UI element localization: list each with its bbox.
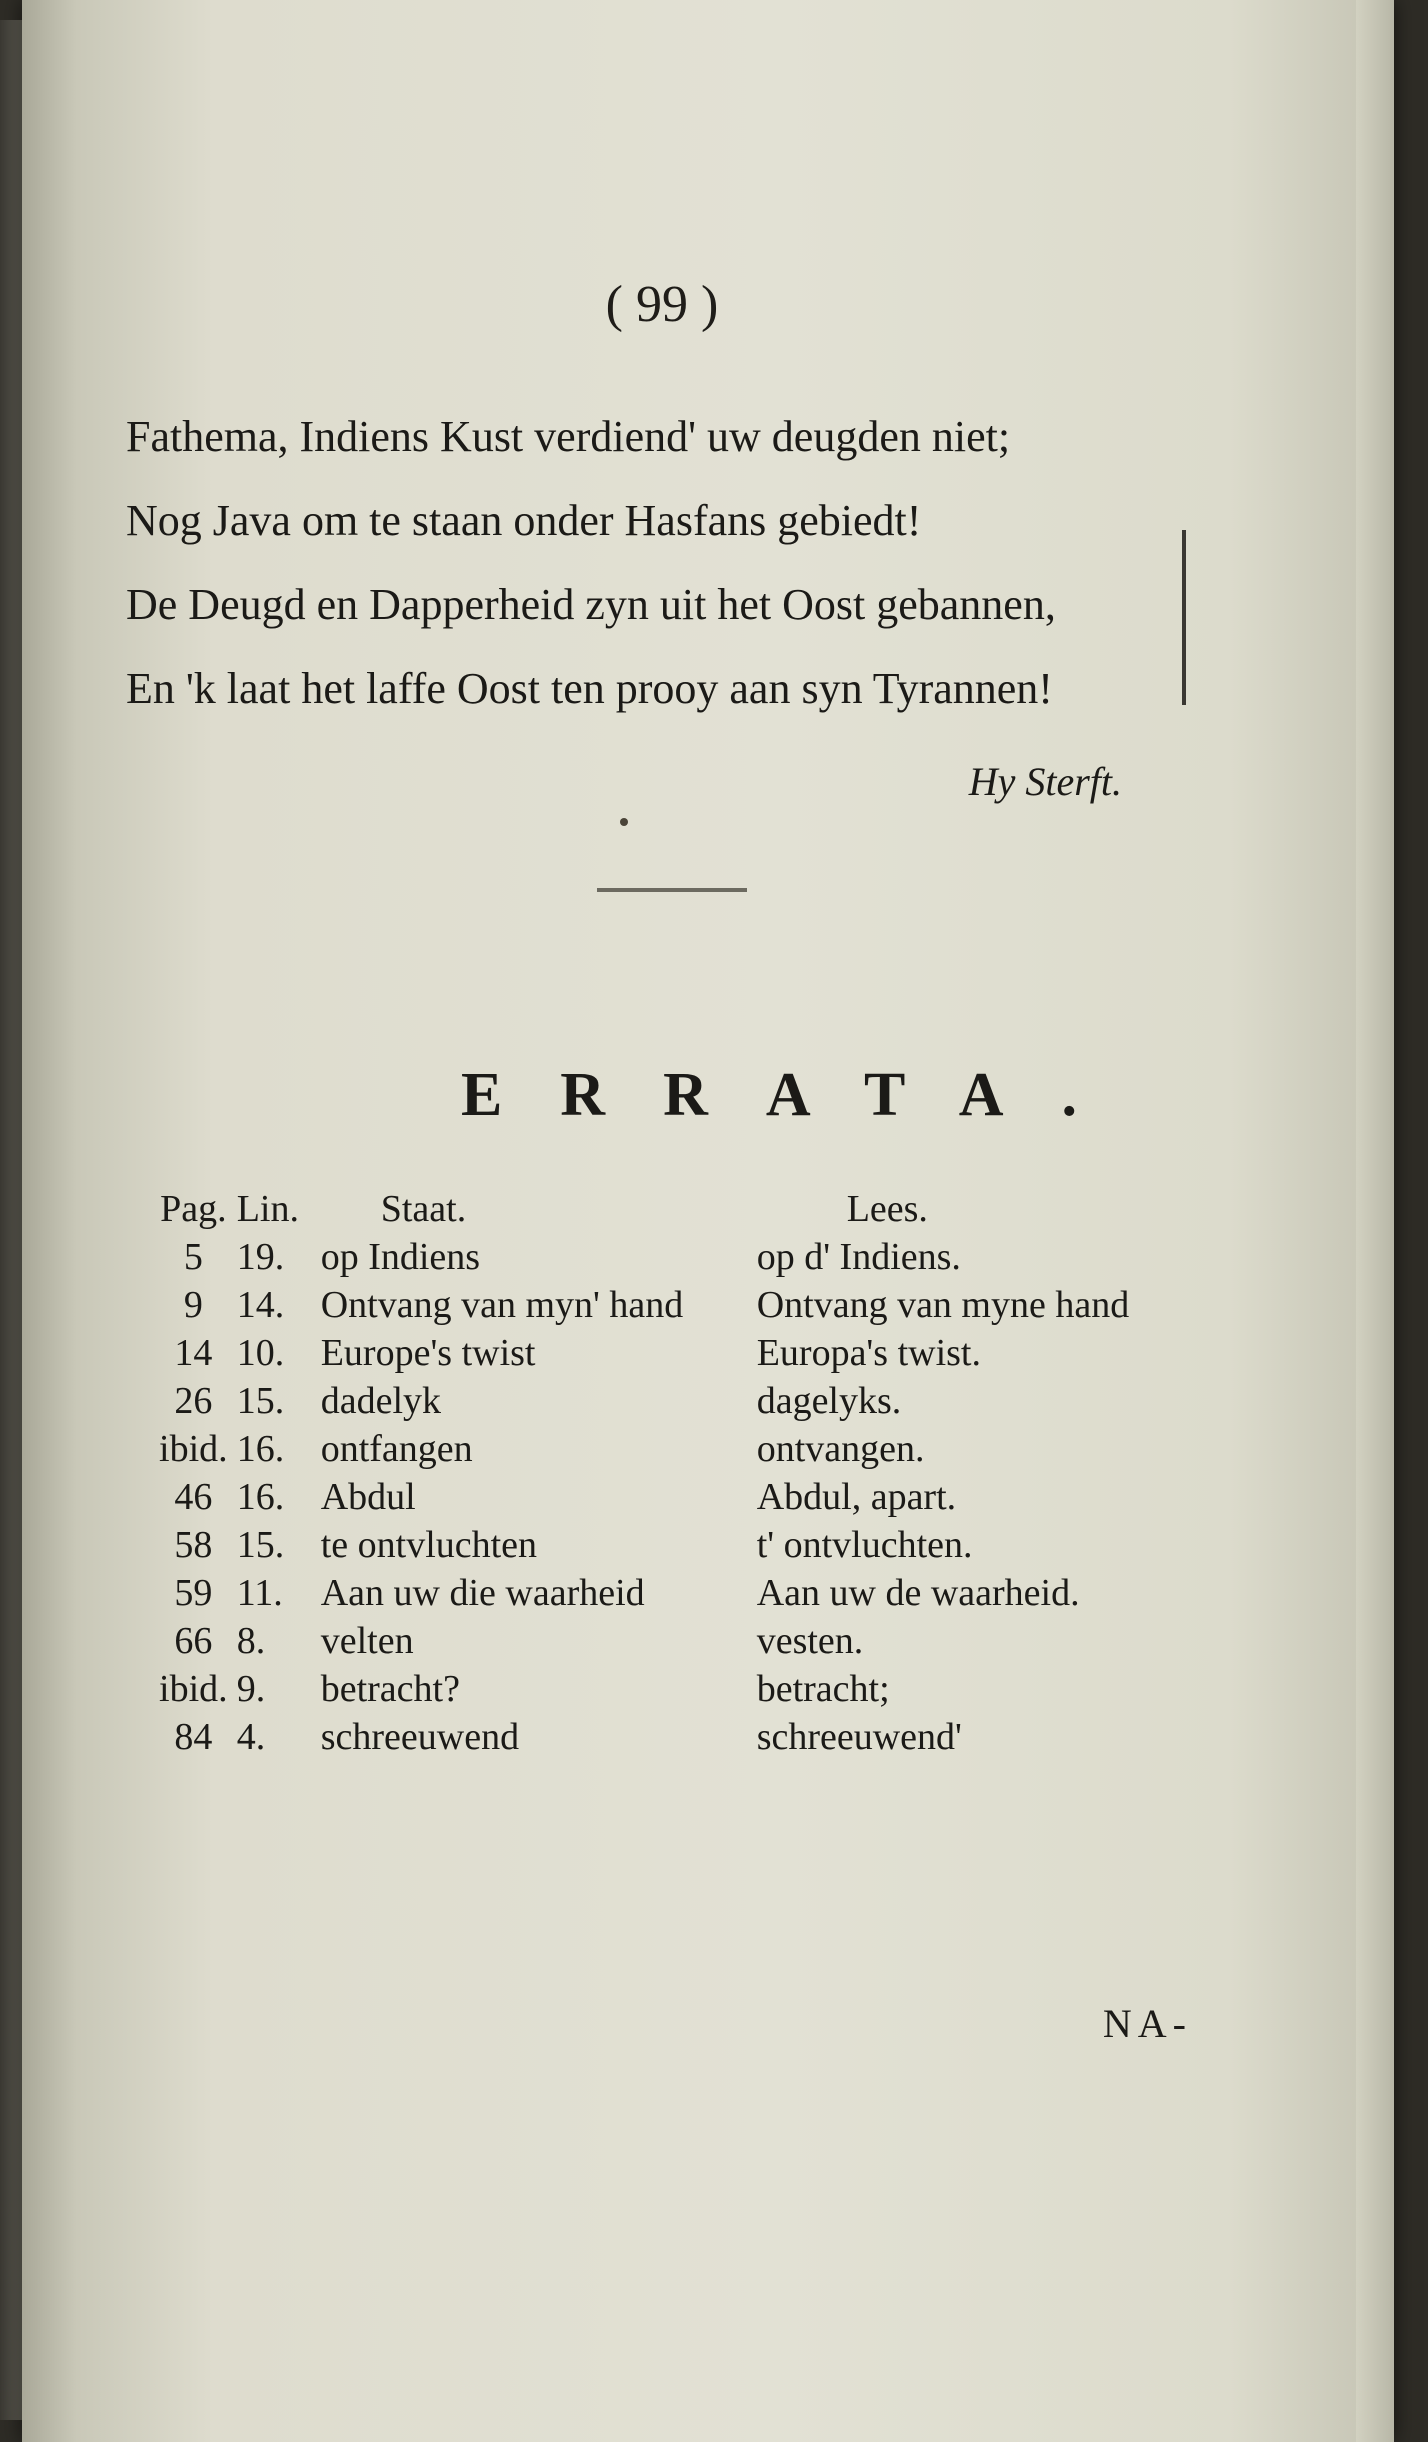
cell-lin: 10.: [236, 1332, 285, 1374]
catchword: NA-: [1102, 2001, 1192, 2046]
cell-lin: 4.: [236, 1716, 266, 1758]
cell-lin: 16.: [236, 1428, 285, 1470]
cell-staat: Abdul: [320, 1476, 416, 1518]
table-row: [150, 1473, 1220, 1521]
cell-lees: dagelyks.: [756, 1380, 902, 1422]
verse-line: Fathema, Indiens Kust verdiend' uw deugden niet;: [126, 412, 1011, 461]
cell-staat: schreeuwend: [320, 1716, 520, 1758]
cell-lees: Aan uw de waarheid.: [756, 1572, 1080, 1614]
ink-dot: [620, 818, 628, 826]
table-row: [150, 1281, 1220, 1329]
cell-lin: 11.: [236, 1572, 283, 1614]
cell-lees: op d' Indiens.: [756, 1236, 961, 1278]
cell-staat: Europe's twist: [320, 1332, 536, 1374]
cell-lees: Ontvang van myne hand: [756, 1284, 1130, 1326]
stage-direction: Hy Sterft.: [968, 759, 1122, 804]
header-lin: Lin.: [236, 1188, 299, 1230]
errata-table: [150, 1185, 1220, 1761]
cell-lin: 16.: [236, 1476, 285, 1518]
cell-staat: dadelyk: [320, 1380, 442, 1422]
errata-title: ERRATA.: [460, 1061, 1136, 1129]
cell-staat: betracht?: [320, 1668, 460, 1710]
errata-body: [150, 1233, 1220, 1761]
cell-pag: 14: [174, 1332, 213, 1374]
cell-pag: 66: [174, 1620, 213, 1662]
cell-lees: schreeuwend': [756, 1716, 962, 1758]
cell-lees: betracht;: [756, 1668, 890, 1710]
verse-line: En 'k laat het laffe Oost ten prooy aan syn Tyrannen!: [126, 664, 1053, 713]
table-row: [150, 1377, 1220, 1425]
table-row: [150, 1521, 1220, 1569]
cell-lin: 14.: [236, 1284, 285, 1326]
header-staat: Staat.: [380, 1188, 467, 1230]
cell-staat: op Indiens: [320, 1236, 481, 1278]
cell-lin: 8.: [236, 1620, 266, 1662]
cell-staat: velten: [320, 1620, 414, 1662]
cell-pag: 26: [174, 1380, 213, 1422]
section-divider: [597, 888, 747, 892]
cell-pag: 59: [174, 1572, 213, 1614]
verse-line: De Deugd en Dapperheid zyn uit het Oost gebannen,: [126, 580, 1056, 629]
cell-lin: 15.: [236, 1524, 285, 1566]
cell-staat: te ontvluchten: [320, 1524, 538, 1566]
cell-staat: Ontvang van myn' hand: [320, 1284, 684, 1326]
verse-line: Nog Java om te staan onder Hasfans gebiedt!: [126, 496, 922, 545]
header-pag: Pag.: [160, 1188, 227, 1230]
cell-pag: 84: [174, 1716, 213, 1758]
table-row: [150, 1569, 1220, 1617]
cell-staat: Aan uw die waarheid: [320, 1572, 645, 1614]
table-row: [150, 1329, 1220, 1377]
page-edge: [1356, 0, 1394, 2442]
page-number: ( 99 ): [605, 276, 719, 333]
book-page: [22, 0, 1394, 2442]
cell-lin: 19.: [236, 1236, 285, 1278]
cell-lees: Europa's twist.: [756, 1332, 981, 1374]
cell-lin: 15.: [236, 1380, 285, 1422]
cell-lin: 9.: [236, 1668, 266, 1710]
cell-pag: ibid.: [159, 1428, 228, 1470]
cell-staat: ontfangen: [320, 1428, 473, 1470]
table-row: [150, 1713, 1220, 1761]
cell-lees: Abdul, apart.: [756, 1476, 957, 1518]
table-row: [150, 1233, 1220, 1281]
cell-pag: ibid.: [159, 1668, 228, 1710]
header-lees: Lees.: [846, 1188, 928, 1230]
cell-pag: 5: [183, 1236, 203, 1278]
table-row: [150, 1665, 1220, 1713]
margin-bracket: [1182, 530, 1186, 705]
cell-lees: t' ontvluchten.: [756, 1524, 973, 1566]
cell-lees: ontvangen.: [756, 1428, 925, 1470]
table-row: [150, 1617, 1220, 1665]
verse-block: [126, 395, 1186, 731]
cell-pag: 46: [174, 1476, 213, 1518]
errata-header-row: [150, 1185, 1220, 1233]
cell-lees: vesten.: [756, 1620, 864, 1662]
table-row: [150, 1425, 1220, 1473]
cell-pag: 58: [174, 1524, 213, 1566]
cell-pag: 9: [183, 1284, 203, 1326]
